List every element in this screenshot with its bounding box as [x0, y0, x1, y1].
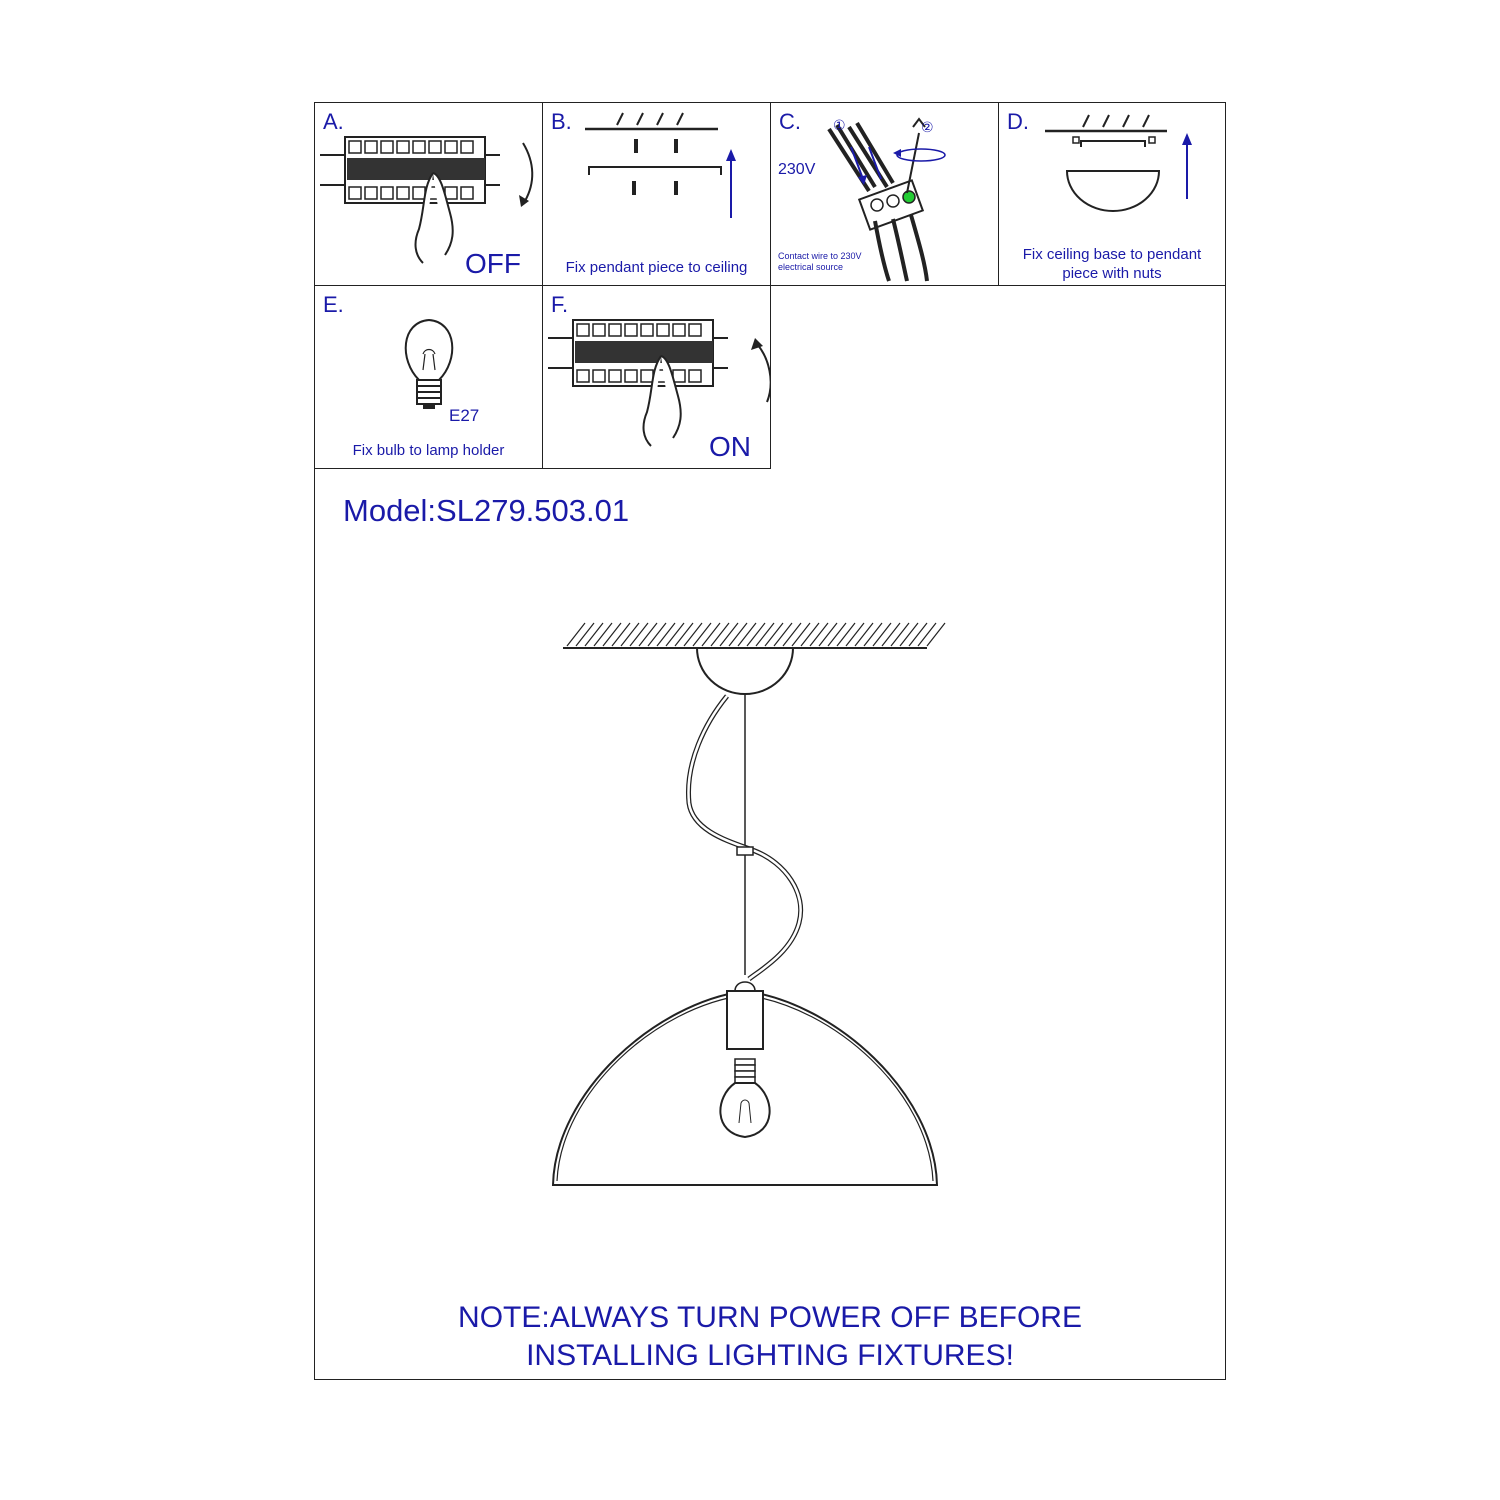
hatch-line — [873, 623, 891, 646]
hatch-line — [819, 623, 837, 646]
hatch-line — [603, 623, 621, 646]
step-c-caption-line1: Contact wire to 230V — [778, 251, 862, 261]
light-bulb — [720, 1083, 769, 1137]
hatch-line — [711, 623, 729, 646]
hatch-line — [909, 623, 927, 646]
hatch-line — [774, 623, 792, 646]
step-b-caption: Fix pendant piece to ceiling — [565, 259, 748, 276]
step-d-letter: D. — [1007, 109, 1029, 134]
step-b-letter: B. — [551, 109, 572, 134]
hatch-line — [684, 623, 702, 646]
hatch-line — [612, 623, 630, 646]
bulb-base — [735, 1059, 755, 1083]
hatch-line — [801, 623, 819, 646]
hatch-line — [846, 623, 864, 646]
hatch-line — [828, 623, 846, 646]
hatch-line — [720, 623, 738, 646]
hatch-line — [594, 623, 612, 646]
model-number: Model:SL279.503.01 — [343, 493, 630, 528]
hatch-line — [864, 623, 882, 646]
hatch-line — [855, 623, 873, 646]
step-f-letter: F. — [551, 292, 569, 317]
hatch-line — [657, 623, 675, 646]
hatch-line — [666, 623, 684, 646]
off-label: OFF — [465, 248, 521, 279]
step-c-letter: C. — [779, 109, 801, 134]
hatch-line — [675, 623, 693, 646]
hatch-line — [891, 623, 909, 646]
step-d-caption-line2: piece with nuts — [1062, 265, 1162, 282]
hatch-line — [747, 623, 765, 646]
hatch-line — [630, 623, 648, 646]
hatch-line — [729, 623, 747, 646]
hatch-line — [837, 623, 855, 646]
instruction-sheet — [314, 102, 1226, 1380]
voltage-label: 230V — [778, 161, 816, 178]
hatch-line — [918, 623, 936, 646]
hatch-line — [810, 623, 828, 646]
hatch-line — [756, 623, 774, 646]
hatch-line — [693, 623, 711, 646]
hatch-line — [639, 623, 657, 646]
lamp-holder — [727, 991, 763, 1049]
hatch-line — [576, 623, 594, 646]
safety-note-line2: INSTALLING LIGHTING FIXTURES! — [526, 1339, 1014, 1372]
e27-label: E27 — [449, 406, 480, 425]
step-e-caption: Fix bulb to lamp holder — [352, 442, 505, 459]
step-marker-2: ② — [921, 119, 934, 135]
ceiling-hatch — [563, 623, 945, 648]
hatch-line — [792, 623, 810, 646]
hatch-line — [882, 623, 900, 646]
hatch-line — [783, 623, 801, 646]
on-label: ON — [709, 431, 751, 462]
cord-clip — [737, 847, 753, 855]
hatch-line — [621, 623, 639, 646]
hatch-line — [927, 623, 945, 646]
step-d-caption-line1: Fix ceiling base to pendant — [1022, 246, 1202, 263]
hatch-line — [900, 623, 918, 646]
ceiling-canopy — [697, 648, 793, 694]
hatch-line — [567, 623, 585, 646]
step-a-letter: A. — [323, 109, 344, 134]
step-marker-1: ① — [833, 117, 846, 133]
step-c-caption-line2: electrical source — [778, 262, 844, 272]
safety-note — [315, 1299, 1225, 1375]
hatch-line — [702, 623, 720, 646]
hatch-line — [648, 623, 666, 646]
safety-note-line1: NOTE:ALWAYS TURN POWER OFF BEFORE — [458, 1301, 1082, 1334]
step-e-letter: E. — [323, 292, 344, 317]
hatch-line — [738, 623, 756, 646]
hatch-line — [765, 623, 783, 646]
pendant-lamp-illustration — [315, 103, 1225, 1379]
hatch-line — [585, 623, 603, 646]
